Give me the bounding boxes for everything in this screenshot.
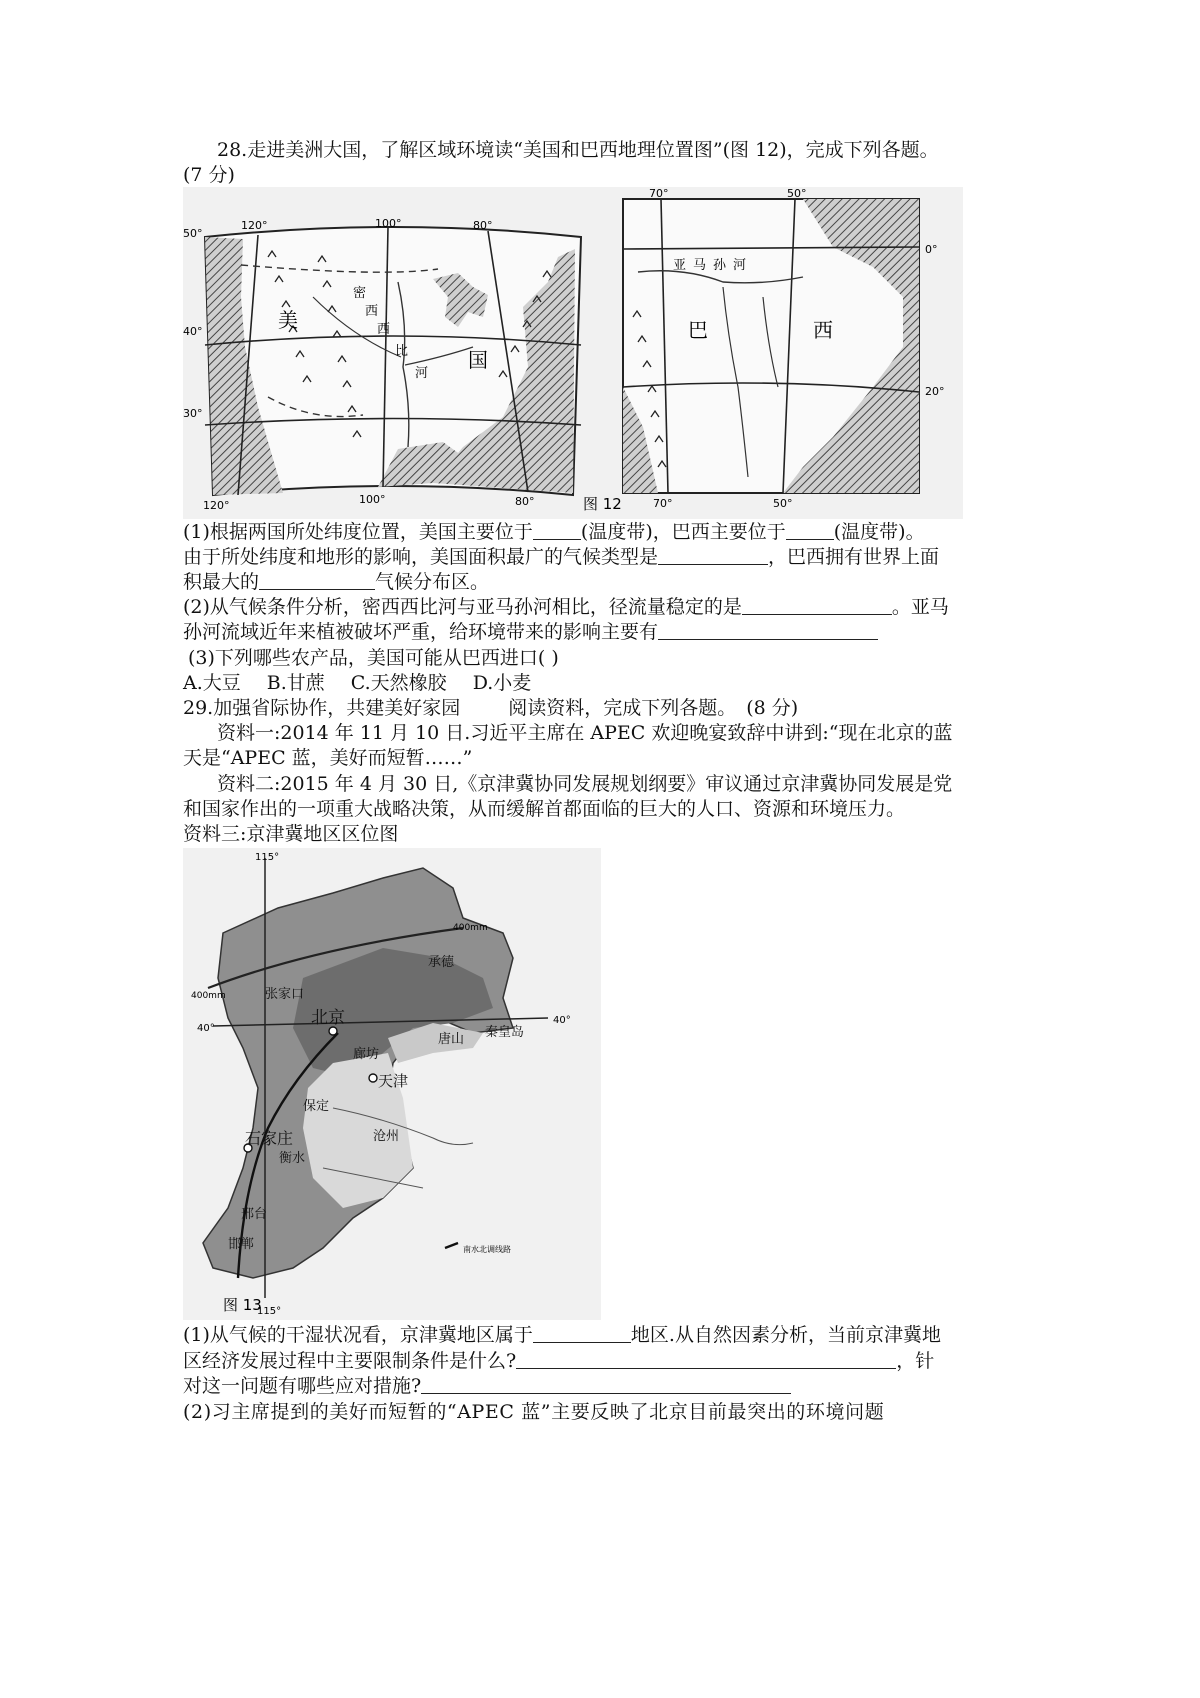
q29-material2-line1: 资料二:2015 年 4 月 30 日,《京津冀协同发展规划纲要》审议通过京津冀协同发展是党 [217, 773, 953, 795]
city-handan: 邯郸 [228, 1237, 255, 1252]
city-chengde: 承德 [428, 955, 455, 970]
usa-tick-top-120: 120° [241, 219, 268, 232]
usa-label-b: 国 [468, 348, 488, 372]
q29-sub1-line3: 对这一问题有哪些应对措施? [183, 1374, 1023, 1398]
amazon-char-4: 河 [733, 258, 747, 273]
q28-sub1-line2: 由于所处纬度和地形的影响，美国面积最广的气候类型是 ，巴西拥有世界上面 [183, 546, 940, 568]
figure-13-map [183, 848, 601, 1320]
beijing-dot [329, 1027, 337, 1035]
legend-label: 南水北调线路 [463, 1245, 511, 1254]
figure-13 [183, 848, 601, 1320]
mississippi-char-1: 密 [353, 286, 367, 301]
usa-tick-left-30: 30° [183, 407, 203, 420]
amazon-char-3: 孙 [713, 258, 727, 273]
option-a[interactable]: A.大豆 [183, 672, 241, 694]
legend-line-icon [445, 1243, 458, 1248]
answer-blank[interactable] [742, 596, 892, 615]
brazil-tick-bottom-70: 70° [653, 497, 673, 510]
usa-tick-top-80: 80° [473, 219, 493, 232]
answer-blank[interactable] [533, 521, 581, 540]
usa-tick-bottom-80: 80° [515, 495, 535, 508]
q29-material1-line1: 资料一:2014 年 11 月 10 日.习近平主席在 APEC 欢迎晚宴致辞中讲到:“现在北京的蓝 [217, 722, 953, 744]
q28-sub1-line1: (1)根据两国所处纬度位置，美国主要位于 (温度带)，巴西主要位于 (温度带)。 [183, 521, 925, 543]
mississippi-char-5: 河 [415, 366, 429, 381]
figure-12-map [183, 187, 963, 519]
q28-sub1-line3: 积最大的 气候分布区。 [183, 571, 490, 593]
brazil-map [623, 187, 945, 510]
answer-blank[interactable] [421, 1375, 791, 1394]
isohyet-label-right: 400mm [453, 923, 488, 933]
city-xingtai: 邢台 [241, 1207, 268, 1222]
tick-top-115: 115° [255, 852, 280, 863]
brazil-label-a: 巴 [688, 318, 708, 342]
answer-blank[interactable] [533, 1324, 631, 1343]
q29-material3: 资料三:京津冀地区区位图 [183, 823, 399, 845]
figure-13-caption: 图 13 [223, 1296, 262, 1314]
q29-sub2-line1: (2)习主席提到的美好而短暂的“APEC 蓝”主要反映了北京目前最突出的环境问题 [183, 1401, 885, 1423]
brazil-tick-bottom-50: 50° [773, 497, 793, 510]
answer-blank[interactable] [786, 521, 834, 540]
isohyet-label-left: 400mm [191, 991, 226, 1001]
answer-blank[interactable] [516, 1350, 896, 1369]
usa-tick-left-50: 50° [183, 227, 203, 240]
usa-label-a: 美 [278, 308, 298, 332]
city-cangzhou: 沧州 [373, 1129, 400, 1144]
brazil-tick-top-70: 70° [649, 187, 669, 200]
city-qinhuangdao: 秦皇岛 [485, 1025, 525, 1040]
answer-blank[interactable] [658, 621, 878, 640]
q28-points: (7 分) [183, 164, 235, 186]
q29-material1-line2: 天是“APEC 蓝，美好而短暂……” [183, 747, 473, 769]
option-c[interactable]: C.天然橡胶 [350, 672, 447, 694]
q29-title-line: 29.加强省际协作，共建美好家园 阅读资料，完成下列各题。 (8 分) [183, 697, 799, 719]
tick-bottom-115: 115° [257, 1306, 282, 1317]
city-tianjin: 天津 [378, 1072, 409, 1090]
city-tangshan: 唐山 [438, 1032, 465, 1047]
city-beijing: 北京 [311, 1008, 345, 1028]
brazil-label-b: 西 [813, 318, 833, 342]
city-shijiazhuang: 石家庄 [245, 1129, 294, 1148]
city-zhangjiakou: 张家口 [265, 987, 305, 1002]
amazon-char-1: 亚 [673, 258, 687, 273]
brazil-tick-right-0: 0° [925, 243, 938, 256]
usa-map [183, 217, 581, 512]
city-baoding: 保定 [303, 1099, 330, 1114]
brazil-tick-top-50: 50° [787, 187, 807, 200]
answer-blank[interactable] [259, 571, 375, 590]
usa-tick-bottom-100: 100° [359, 493, 386, 506]
q29-sub1-line2: 区经济发展过程中主要限制条件是什么? ，针 [183, 1350, 935, 1372]
figure-12 [183, 187, 963, 519]
figure-12-caption: 图 12 [583, 495, 622, 513]
usa-tick-bottom-120: 120° [203, 499, 230, 512]
tianjin-dot [369, 1074, 377, 1082]
option-b[interactable]: B.甘蔗 [266, 672, 325, 694]
usa-tick-top-100: 100° [375, 217, 402, 230]
mississippi-char-4: 比 [395, 344, 409, 359]
q29-material2-line2: 和国家作出的一项重大战略决策，从而缓解首都面临的巨大的人口、资源和环境压力。 [183, 798, 906, 820]
q28-sub3-stem: (3)下列哪些农产品，美国可能从巴西进口( ) [188, 647, 559, 669]
brazil-tick-right-20: 20° [925, 385, 945, 398]
option-d[interactable]: D.小麦 [472, 672, 532, 694]
city-langfang: 廊坊 [353, 1047, 380, 1062]
amazon-char-2: 马 [693, 258, 707, 273]
mississippi-char-3: 西 [377, 322, 391, 337]
usa-tick-left-40: 40° [183, 325, 203, 338]
q28-sub2-line1: (2)从气候条件分析，密西西比河与亚马孙河相比，径流量稳定的是 。亚马 [183, 596, 949, 618]
q29-sub1-line1: (1)从气候的干湿状况看，京津冀地区属于 地区.从自然因素分析，当前京津冀地 [183, 1324, 941, 1346]
city-hengshui: 衡水 [279, 1151, 306, 1166]
tick-left-40: 40° [197, 1023, 215, 1034]
tick-right-40: 40° [553, 1015, 571, 1026]
answer-blank[interactable] [658, 546, 768, 565]
q28-sub2-line2: 孙河流域近年来植被破坏严重，给环境带来的影响主要有 [183, 620, 1023, 644]
q28-sub3-options [183, 671, 1023, 695]
q28-title: 28.走进美洲大国，了解区域环境读“美国和巴西地理位置图”(图 12)，完成下列各题。 [217, 139, 939, 161]
mississippi-char-2: 西 [365, 304, 379, 319]
